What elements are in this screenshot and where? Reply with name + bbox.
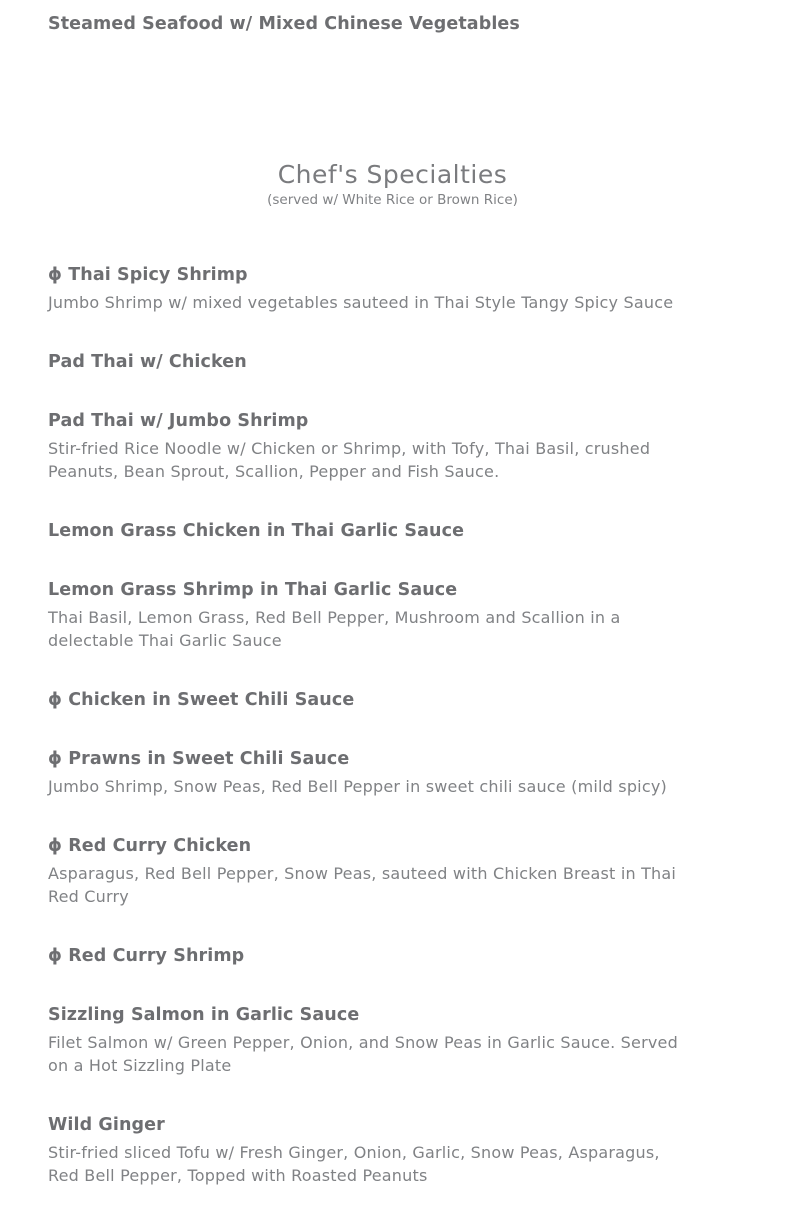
menu-item-description: Jumbo Shrimp, Snow Peas, Red Bell Pepper in sweet chili sauce (mild spicy) [48,777,667,796]
menu-item-name: Wild Ginger [48,1115,165,1135]
menu-item-description: Stir-fried Rice Noodle w/ Chicken or Shrimp, with Tofy, Thai Basil, crushed Peanuts, Bean Sprout, Scallion, Pepper and Fish Sauce. [48,439,651,481]
menu-item-name: ϕ Chicken in Sweet Chili Sauce [48,690,355,710]
menu-item-name: ϕ Red Curry Chicken [48,836,252,856]
menu-item-name: Lemon Grass Shrimp in Thai Garlic Sauce [48,580,458,600]
menu-item-name: ϕ Thai Spicy Shrimp [48,265,248,285]
menu-item-description: Stir-fried sliced Tofu w/ Fresh Ginger, Onion, Garlic, Snow Peas, Asparagus, Red Bell Pepper, Topped with Roasted Peanuts [48,1143,660,1185]
menu-item-name: Lemon Grass Chicken in Thai Garlic Sauce [48,521,465,541]
menu-item-name: Sizzling Salmon in Garlic Sauce [48,1005,360,1025]
menu-item-description: Jumbo Shrimp w/ mixed vegetables sauteed in Thai Style Tangy Spicy Sauce [48,293,674,312]
menu-item-description: Asparagus, Red Bell Pepper, Snow Peas, sauteed with Chicken Breast in Thai Red Curry [48,864,677,906]
menu-item-description: Thai Basil, Lemon Grass, Red Bell Pepper, Mushroom and Scallion in a delectable Thai Garlic Sauce [48,608,621,650]
menu-item-name: Steamed Seafood w/ Mixed Chinese Vegetables [48,14,520,34]
menu-item-name: ϕ Red Curry Shrimp [48,946,245,966]
menu-item-name: Pad Thai w/ Jumbo Shrimp [48,411,309,431]
menu-item-description: Filet Salmon w/ Green Pepper, Onion, and Snow Peas in Garlic Sauce. Served on a Hot Sizzling Plate [48,1033,678,1075]
menu-item-name: ϕ Prawns in Sweet Chili Sauce [48,749,350,769]
menu-item-name: Pad Thai w/ Chicken [48,352,247,372]
section-title: Chef's Specialties [277,160,508,189]
section-subtitle: (served w/ White Rice or Brown Rice) [267,192,518,208]
